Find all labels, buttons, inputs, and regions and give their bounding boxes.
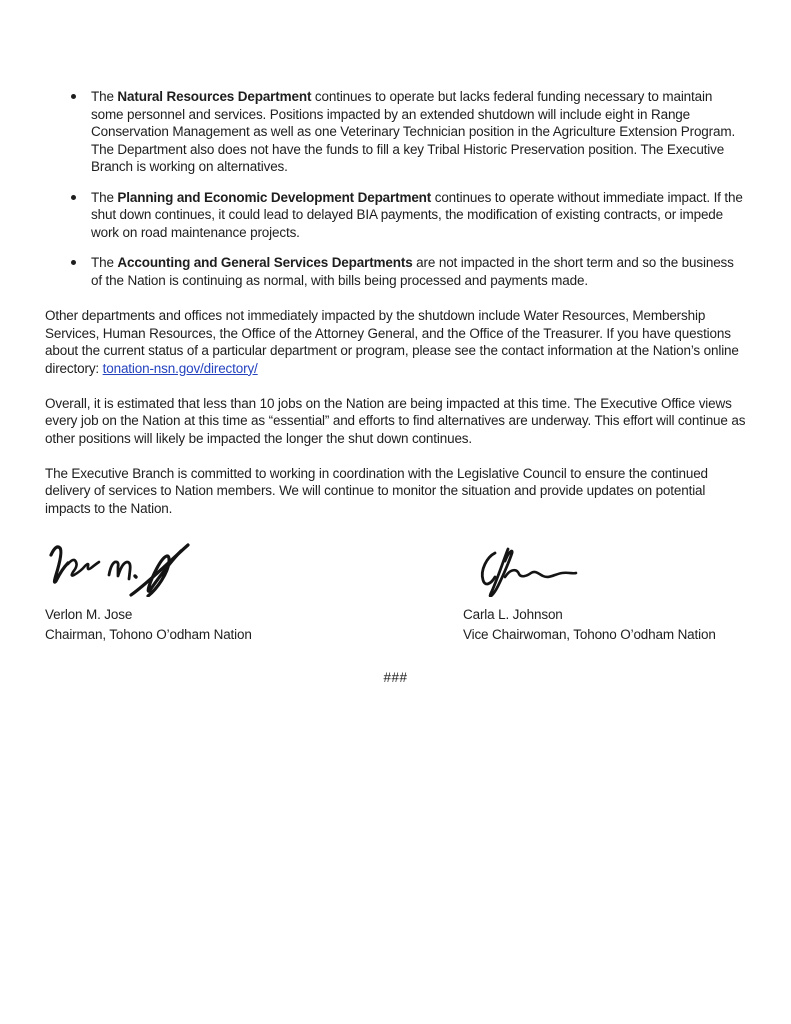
bullet-bold-department: Planning and Economic Development Department [117, 189, 432, 205]
paragraph-overall-impact: Overall, it is estimated that less than 10 jobs on the Nation are being impacted at this time. The Executive Office views every job on the Nation at this time as “essential” and efforts to find alternatives are underway. This effort will continue as other positions will likely be impacted the longer the shut down continues. [45, 395, 746, 446]
bullet-marker [71, 195, 76, 200]
bullet-text [91, 89, 735, 174]
signature-name: Verlon M. Jose [45, 606, 133, 622]
signature-title: Vice Chairwoman, Tohono O’odham Nation [463, 626, 716, 642]
signature-block-vice-chairwoman [463, 535, 746, 645]
bullet-lead: The [91, 255, 118, 270]
paragraph-text: Other departments and offices not immediately impacted by the shutdown include Water Resources, Membership Services, Human Resources, the Office of the Attorney General, and the Office of the Treasurer. If you have questions about the current status of a particular department or program, please see the contact information at the Nation’s online directory: [45, 308, 739, 376]
paragraph-commitment: The Executive Branch is committed to working in coordination with the Legislative Council to ensure the continued delivery of services to Nation members. We will continue to monitor the situation and provide updates on potential impacts to the Nation. [45, 465, 708, 516]
end-marker: ### [383, 669, 408, 685]
bullet-bold-department: Accounting and General Services Departments [117, 255, 413, 270]
bullet-marker [71, 260, 76, 265]
bullet-lead: The [91, 89, 118, 104]
vice-chairwoman-signature-icon [477, 541, 583, 597]
bullet-marker [71, 94, 76, 99]
signature-block-chairman [45, 535, 463, 645]
bullet-body: continues to operate without immediate impact. If the shut down continues, it could lead to delayed BIA payments, the modification of existing contracts, or impede work on road maintenance projects. [91, 189, 743, 240]
bullet-bold-department: Natural Resources Department [117, 89, 312, 104]
bullet-text [91, 190, 743, 240]
bullet-body: are not impacted in the short term and so the business of the Nation is continuing as normal, with bills being processed and payments made. [91, 255, 734, 288]
signature-section [45, 535, 746, 645]
paragraph-other-departments [45, 307, 746, 377]
signature-name: Carla L. Johnson [463, 606, 563, 622]
bullet-item-accounting-general [45, 254, 746, 289]
signature-title: Chairman, Tohono O’odham Nation [45, 626, 252, 642]
bullet-item-planning-economic [45, 189, 746, 242]
directory-link[interactable]: tonation-nsn.gov/directory/ [102, 360, 258, 376]
bullet-body: continues to operate but lacks federal funding necessary to maintain some personnel and services. Positions impacted by an extended shutdown will include eight in Range Conservation Management as well as one Veterinary Technician position in the Agriculture Extension Program. The Department also does not have the funds to fill a key Tribal Historic Preservation position. The Executive Branch is working on alternatives. [91, 89, 736, 174]
bullet-list [45, 88, 746, 289]
bullet-lead: The [91, 189, 118, 205]
chairman-signature-icon [43, 535, 193, 597]
bullet-item-natural-resources [45, 88, 746, 176]
bullet-text [91, 255, 734, 288]
